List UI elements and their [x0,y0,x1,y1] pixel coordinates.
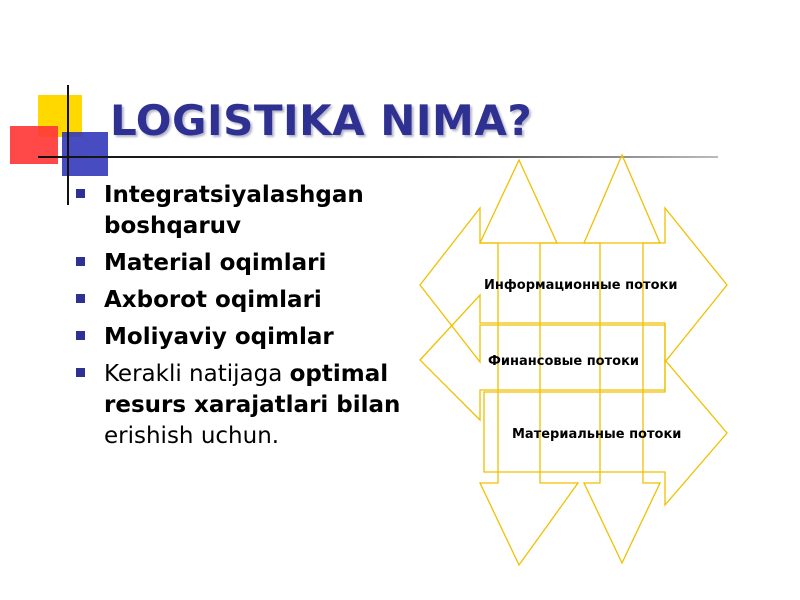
bullet-text-bold: optimal resurs xarajatlari bilan [104,361,401,418]
material-flow-label: Материальные потоки [512,427,682,442]
info-flow-label: Информационные потоки [484,278,678,293]
bullet-text: Axborot oqimlari [104,287,322,313]
bullet-text-plain: erishish uchun. [104,423,280,449]
bullet-text: Moliyaviy oqimlar [104,324,334,350]
bullet-text: Material oqimlari [104,250,327,276]
finance-flow-label: Финансовые потоки [488,354,640,369]
bullet-text-plain: Kerakli natijaga [104,361,290,387]
bullet-text: Integratsiyalashgan boshqaruv [104,182,364,239]
slide-title: LOGISTIKA NIMA? [110,96,533,145]
